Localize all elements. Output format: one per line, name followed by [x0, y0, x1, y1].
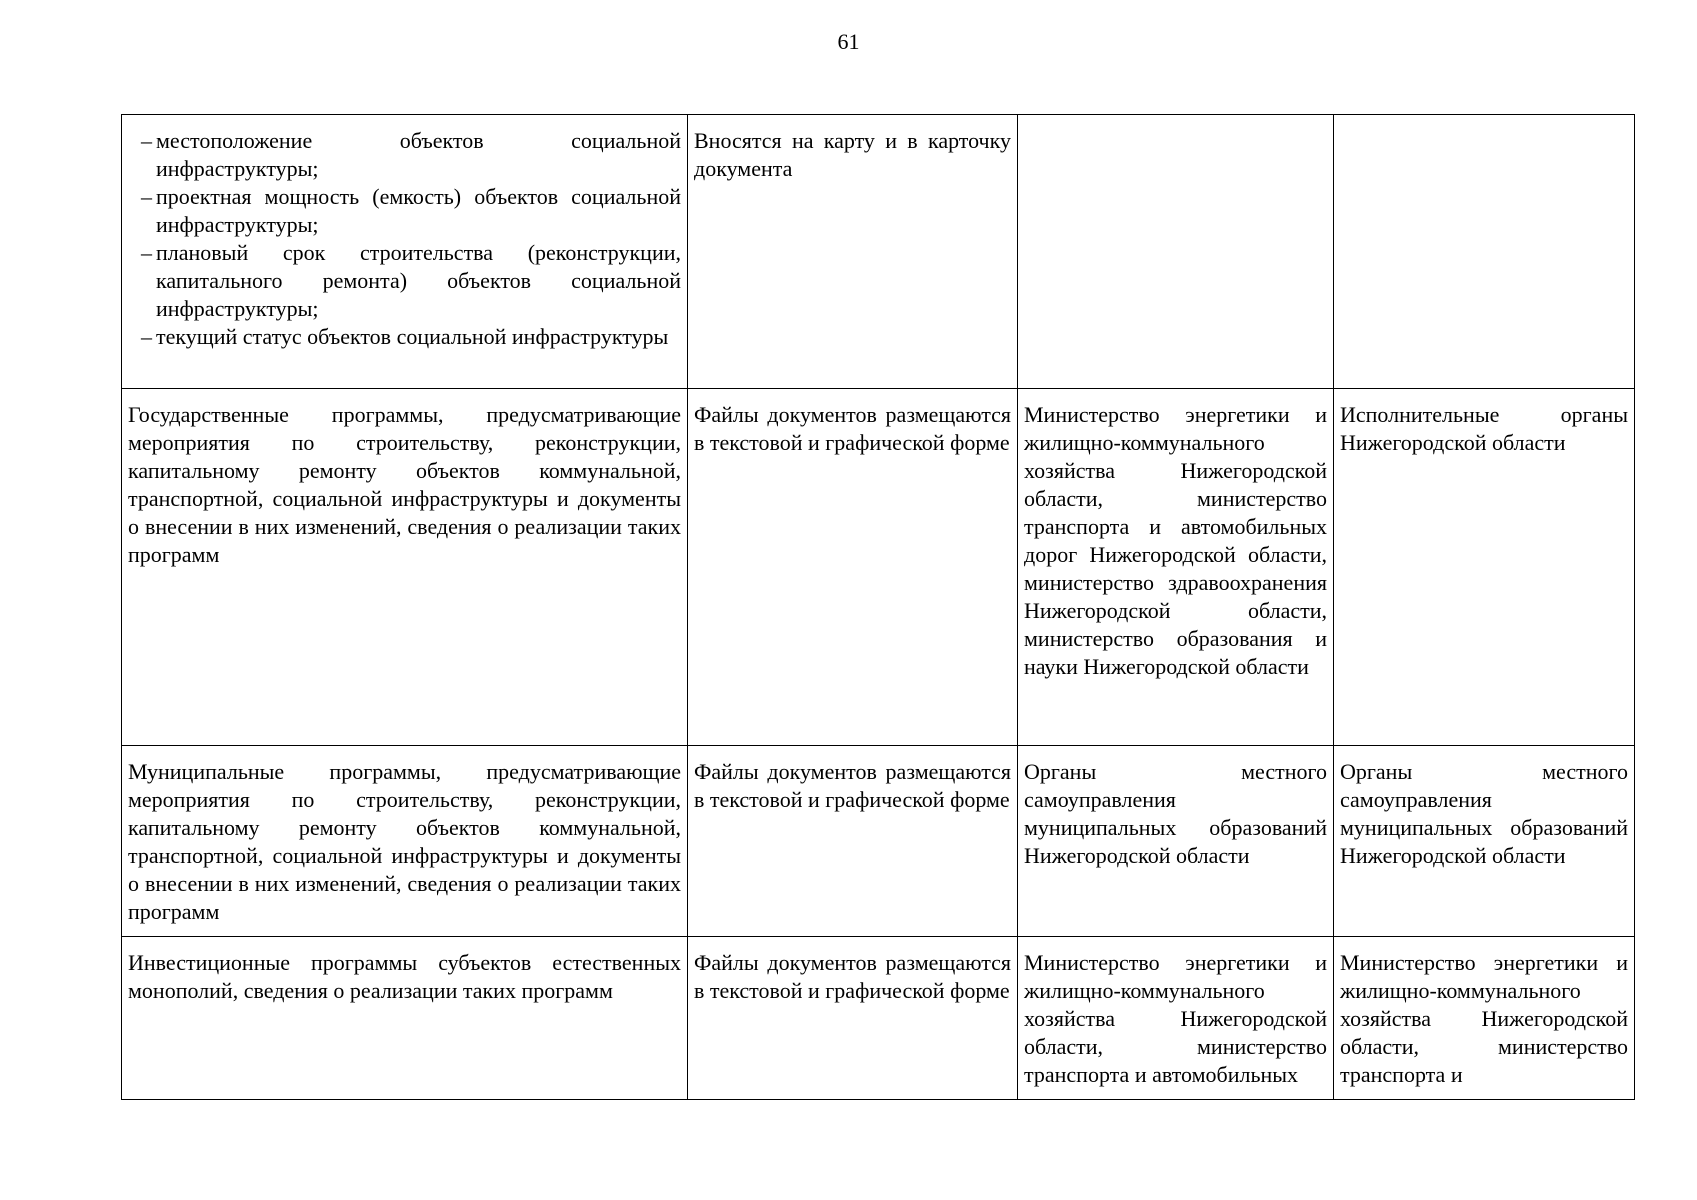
list-item: – плановый срок строительства (реконструкции, капитального ремонта) объектов социальной инфраструктуры;: [128, 239, 681, 323]
table-cell-info-items: Муниципальные программы, предусматривающие мероприятия по строительству, реконструкции, капитальному ремонту объектов коммунальной, транспортной, социальной инфраструктуры и документы о внесении в них изменений, сведения о реализации таких программ: [122, 746, 688, 937]
table-cell-responsible: Органы местного самоуправления муниципальных образований Нижегородской области: [1334, 746, 1635, 937]
table-cell-format: Файлы документов размещаются в текстовой и графической форме: [688, 937, 1018, 1100]
table-row: [122, 115, 1635, 389]
page-number: 61: [837, 29, 860, 54]
table-row: [122, 937, 1635, 1100]
table-cell-provider: [1018, 115, 1334, 389]
list-item: – текущий статус объектов социальной инфраструктуры: [128, 323, 681, 351]
table-cell-info-items: [122, 115, 688, 389]
table-row: [122, 746, 1635, 937]
table-cell-format: Вносятся на карту и в карточку документа: [688, 115, 1018, 389]
dash-list: [128, 127, 681, 351]
table-row: [122, 389, 1635, 746]
list-item: – проектная мощность (емкость) объектов социальной инфраструктуры;: [128, 183, 681, 239]
table-cell-format: Файлы документов размещаются в текстовой и графической форме: [688, 746, 1018, 937]
table-cell-provider: Министерство энергетики и жилищно-коммунального хозяйства Нижегородской области, министерство транспорта и автомобильных дорог Нижегородской области, министерство здравоохранения Нижегородской области, министерство образования и науки Нижегородской области: [1018, 389, 1334, 746]
document-table: [121, 114, 1635, 1100]
table-cell-info-items: Инвестиционные программы субъектов естественных монополий, сведения о реализации таких программ: [122, 937, 688, 1100]
table-cell-format: Файлы документов размещаются в текстовой и графической форме: [688, 389, 1018, 746]
table-cell-info-items: Государственные программы, предусматривающие мероприятия по строительству, реконструкции, капитальному ремонту объектов коммунальной, транспортной, социальной инфраструктуры и документы о внесении в них изменений, сведения о реализации таких программ: [122, 389, 688, 746]
table-cell-responsible: Министерство энергетики и жилищно-коммунального хозяйства Нижегородской области, министерство транспорта и: [1334, 937, 1635, 1100]
table-cell-responsible: Исполнительные органы Нижегородской области: [1334, 389, 1635, 746]
table-cell-responsible: [1334, 115, 1635, 389]
table-cell-provider: Министерство энергетики и жилищно-коммунального хозяйства Нижегородской области, министерство транспорта и автомобильных: [1018, 937, 1334, 1100]
list-item: – местоположение объектов социальной инфраструктуры;: [128, 127, 681, 183]
table-cell-provider: Органы местного самоуправления муниципальных образований Нижегородской области: [1018, 746, 1334, 937]
